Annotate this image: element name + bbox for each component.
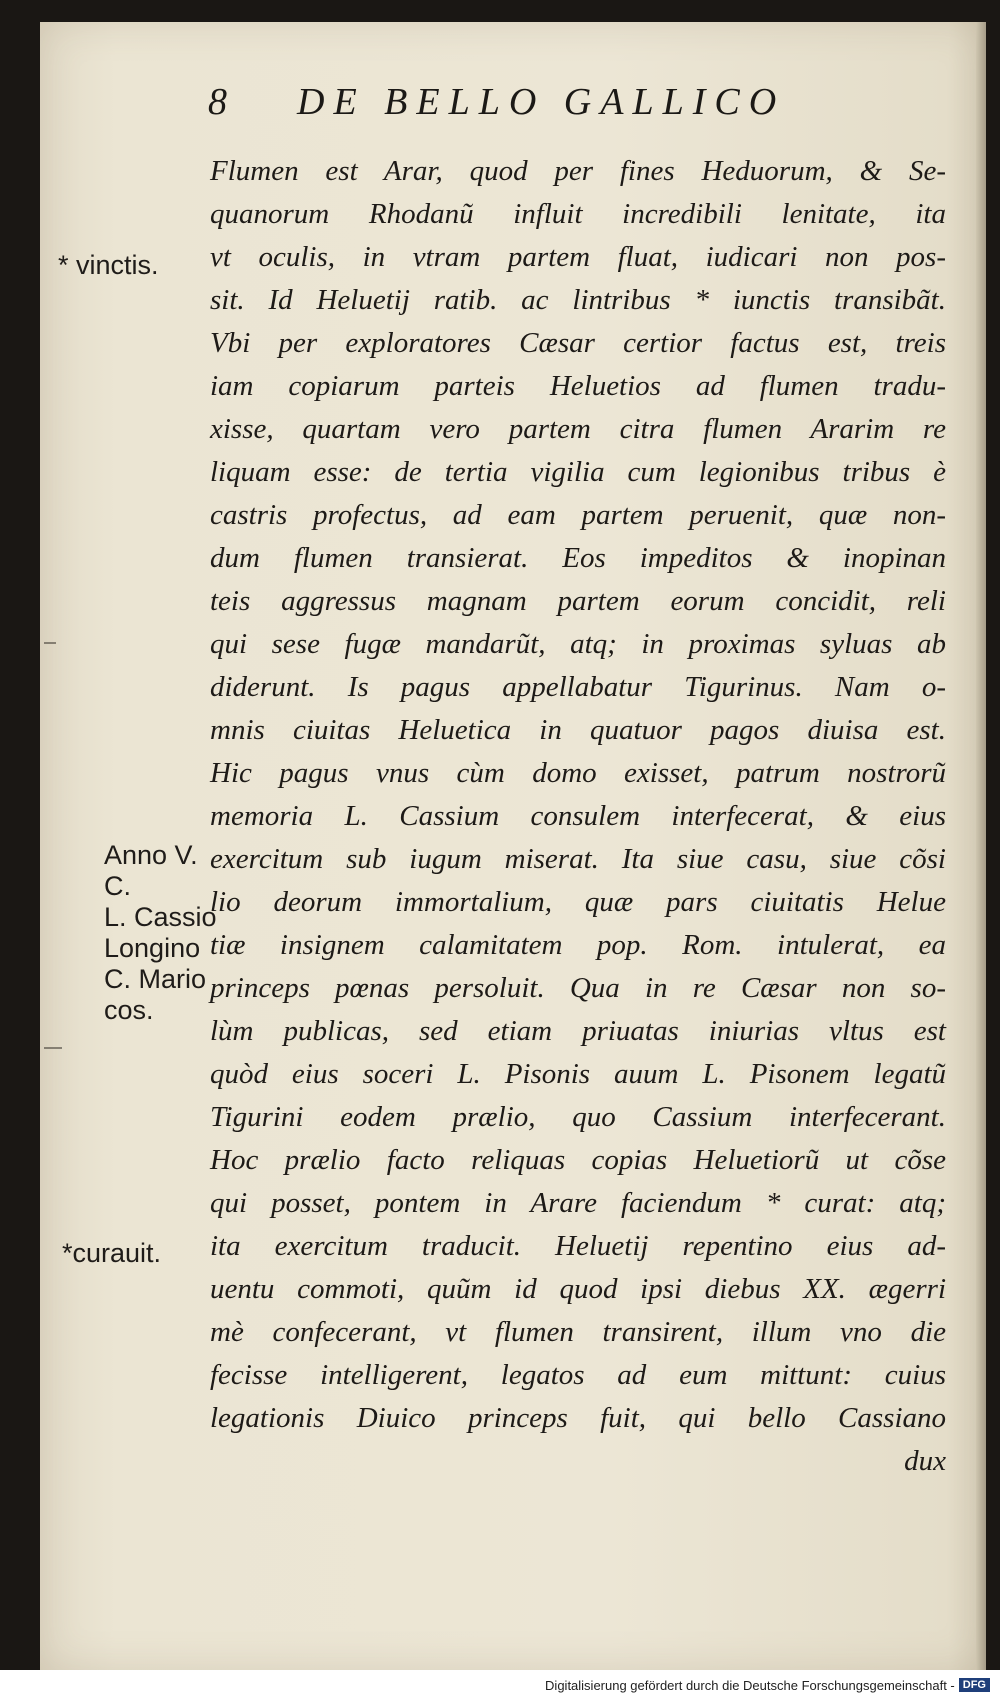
text-line: exercitum sub iugum miserat. Ita siue casu, siue cõsi [210, 843, 946, 875]
text-line: qui sese fugæ mandarũt, atq; in proximas syluas ab [210, 628, 946, 660]
text-line: qui posset, pontem in Arare faciendum * curat: atq; [210, 1187, 946, 1219]
text-line: vt oculis, in vtram partem fluat, iudicari non pos- [210, 241, 946, 273]
dfg-logo: DFG [959, 1678, 990, 1692]
margin-line: C. [104, 871, 131, 901]
margin-line: cos. [104, 995, 154, 1025]
text-line: diderunt. Is pagus appellabatur Tigurinus. Nam o- [210, 671, 946, 703]
text-line: princeps pœnas persoluit. Qua in re Cæsar non so- [210, 972, 946, 1004]
text-line: sit. Id Heluetij ratib. ac lintribus * iunctis transibãt. [210, 284, 946, 316]
page-edge [976, 22, 986, 1670]
running-title: DE BELLO GALLICO [297, 81, 786, 123]
book-page [40, 22, 986, 1670]
text-line: xisse, quartam vero partem citra flumen Ararim re [210, 413, 946, 445]
text-line: quòd eius soceri L. Pisonis auum L. Pisonem legatũ [210, 1058, 946, 1090]
funding-credit: Digitalisierung gefördert durch die Deutsche Forschungsgemeinschaft - [545, 1677, 955, 1693]
text-line: lio deorum immortalium, quæ pars ciuitatis Helue [210, 886, 946, 918]
text-line: Hoc prælio facto reliquas copias Heluetiorũ ut cõse [210, 1144, 946, 1176]
text-line: dum flumen transierat. Eos impeditos & inopinan [210, 542, 946, 574]
margin-mark [44, 1047, 62, 1049]
text-line: fecisse intelligerent, legatos ad eum mittunt: cuius [210, 1359, 946, 1391]
text-line: legationis Diuico princeps fuit, qui bello Cassiano [210, 1402, 946, 1434]
text-line: teis aggressus magnam partem eorum concidit, reli [210, 585, 946, 617]
margin-line: C. Mario [104, 964, 207, 994]
margin-line: L. Cassio [104, 902, 217, 932]
text-line: lùm publicas, sed etiam priuatas iniurias vltus est [210, 1015, 946, 1047]
text-line: castris profectus, ad eam partem peruenit, quæ non- [210, 499, 946, 531]
text-line: uentu commoti, quũm id quod ipsi diebus XX. ægerri [210, 1273, 946, 1305]
page-header [208, 80, 785, 140]
text-line: Vbi per exploratores Cæsar certior factus est, treis [210, 327, 946, 359]
catchword: dux [904, 1445, 946, 1477]
text-line: memoria L. Cassium consulem interfecerat, & eius [210, 800, 946, 832]
text-line: quanorum Rhodanũ influit incredibili lenitate, ita [210, 198, 946, 230]
text-line: liquam esse: de tertia vigilia cum legionibus tribus è [210, 456, 946, 488]
margin-note-vinctis: * vinctis. [58, 250, 159, 280]
text-line: ita exercitum traducit. Heluetij repentino eius ad- [210, 1230, 946, 1262]
text-line: mnis ciuitas Heluetica in quatuor pagos diuisa est. [210, 714, 946, 746]
margin-line: Anno V. [104, 840, 198, 870]
page-number: 8 [208, 81, 227, 123]
text-line: iam copiarum parteis Heluetios ad flumen tradu- [210, 370, 946, 402]
margin-note-curauit: *curauit. [62, 1238, 162, 1268]
text-line: Tigurini eodem prælio, quo Cassium interfecerant. [210, 1101, 946, 1133]
margin-mark [44, 642, 56, 644]
text-line: Flumen est Arar, quod per fines Heduorum, & Se- [210, 155, 946, 187]
digitization-footer [0, 1670, 1000, 1700]
margin-note-consuls [104, 840, 217, 1026]
margin-line: Longino [104, 933, 201, 963]
text-line: mè confecerant, vt flumen transirent, illum vno die [210, 1316, 946, 1348]
text-line: tiæ insignem calamitatem pop. Rom. intulerat, ea [210, 929, 946, 961]
text-line: Hic pagus vnus cùm domo exisset, patrum nostrorũ [210, 757, 946, 789]
body-text [210, 150, 946, 1483]
